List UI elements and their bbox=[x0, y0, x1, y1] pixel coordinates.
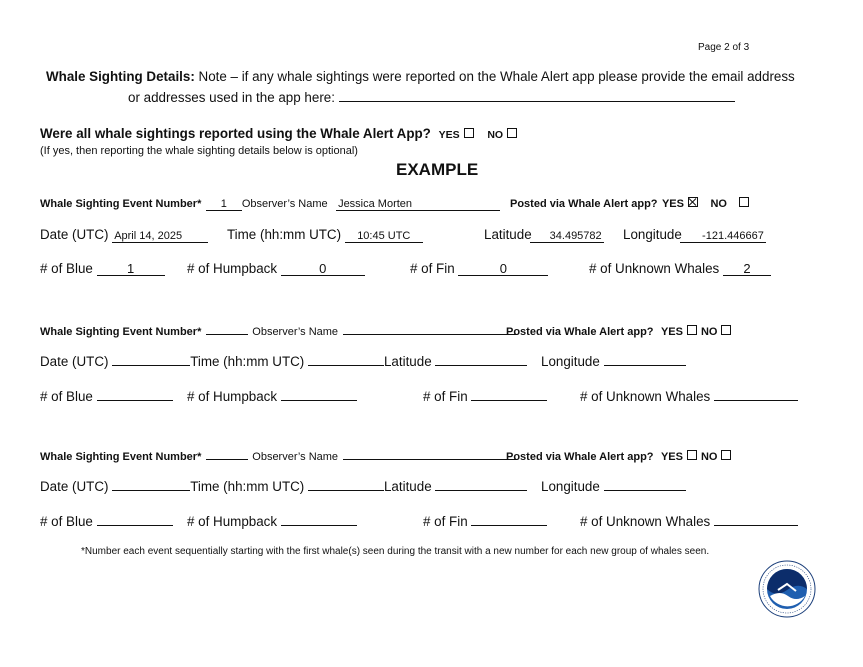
details-note-text-2: or addresses used in the app here: bbox=[128, 90, 339, 105]
event-number-label: Whale Sighting Event Number* bbox=[40, 198, 202, 210]
example-humpback-row bbox=[187, 261, 365, 276]
date-label: Date (UTC) bbox=[40, 479, 109, 494]
event3-longitude-field[interactable] bbox=[604, 490, 686, 491]
observer-name-label: Observer’s Name bbox=[241, 198, 328, 210]
humpback-label: # of Humpback bbox=[187, 261, 278, 276]
posted-yes-label: YES bbox=[660, 451, 683, 463]
question-yes-checkbox[interactable] bbox=[464, 128, 474, 138]
example-observer-name: Jessica Morten bbox=[336, 198, 500, 211]
blue-label: # of Blue bbox=[40, 389, 93, 404]
example-longitude-row bbox=[623, 227, 766, 243]
event2-event-row bbox=[40, 322, 517, 340]
example-latitude-row bbox=[484, 227, 604, 243]
question-no-checkbox[interactable] bbox=[507, 128, 517, 138]
event3-date-field[interactable] bbox=[112, 490, 190, 491]
event3-longitude-row bbox=[541, 479, 686, 494]
example-longitude: -121.446667 bbox=[680, 230, 766, 243]
event3-row-date-time bbox=[40, 479, 527, 494]
blue-label: # of Blue bbox=[40, 514, 93, 529]
details-note-line2 bbox=[128, 89, 735, 105]
event2-event-number-field[interactable] bbox=[206, 334, 248, 335]
event2-longitude-row bbox=[541, 354, 686, 369]
event3-posted-no-checkbox[interactable] bbox=[721, 450, 731, 460]
event2-blue-field[interactable] bbox=[97, 400, 173, 401]
event3-blue-row bbox=[40, 514, 173, 529]
latitude-label: Latitude bbox=[484, 227, 532, 242]
event3-blue-field[interactable] bbox=[97, 525, 173, 526]
example-date-row bbox=[40, 227, 208, 243]
event3-unknown-row bbox=[580, 514, 798, 529]
event2-longitude-field[interactable] bbox=[604, 365, 686, 366]
posted-no-label: NO bbox=[700, 451, 718, 463]
humpback-label: # of Humpback bbox=[187, 514, 278, 529]
all-reported-question bbox=[40, 126, 521, 141]
unknown-label: # of Unknown Whales bbox=[580, 514, 711, 529]
details-heading: Whale Sighting Details: bbox=[46, 69, 195, 84]
latitude-label: Latitude bbox=[383, 479, 432, 494]
event3-posted-yes-checkbox[interactable] bbox=[687, 450, 697, 460]
event2-latitude-field[interactable] bbox=[435, 365, 527, 366]
event3-latitude-field[interactable] bbox=[435, 490, 527, 491]
observer-name-label: Observer’s Name bbox=[252, 326, 339, 338]
unknown-label: # of Unknown Whales bbox=[580, 389, 711, 404]
event3-fin-row bbox=[423, 514, 547, 529]
event-number-label: Whale Sighting Event Number* bbox=[40, 451, 202, 463]
example-event-number: 1 bbox=[206, 198, 242, 211]
blue-label: # of Blue bbox=[40, 261, 93, 276]
event3-event-number-field[interactable] bbox=[206, 459, 248, 460]
example-humpback: 0 bbox=[281, 263, 365, 276]
event3-event-row bbox=[40, 447, 517, 465]
posted-label: Posted via Whale Alert app? bbox=[510, 198, 658, 210]
example-title: EXAMPLE bbox=[396, 160, 479, 179]
example-time: 10:45 UTC bbox=[345, 230, 423, 243]
example-unknown-row bbox=[589, 261, 771, 276]
event3-observer-name-field[interactable] bbox=[343, 459, 517, 460]
event2-humpback-field[interactable] bbox=[281, 400, 357, 401]
event3-humpback-row bbox=[187, 514, 357, 529]
time-label: Time (hh:mm UTC) bbox=[227, 227, 342, 242]
example-posted-row bbox=[510, 194, 753, 212]
date-label: Date (UTC) bbox=[40, 227, 109, 242]
fin-label: # of Fin bbox=[423, 514, 468, 529]
question-text: Were all whale sightings reported using the Whale Alert App? bbox=[40, 126, 431, 141]
event2-time-field[interactable] bbox=[308, 365, 384, 366]
example-blue: 1 bbox=[97, 263, 165, 276]
details-note-text: Note – if any whale sightings were reported on the Whale Alert app please provide the email address bbox=[194, 69, 795, 84]
event2-date-field[interactable] bbox=[112, 365, 190, 366]
fin-label: # of Fin bbox=[423, 389, 468, 404]
posted-yes-label: YES bbox=[661, 198, 684, 210]
event2-blue-row bbox=[40, 389, 173, 404]
posted-yes-label: YES bbox=[660, 326, 683, 338]
latitude-label: Latitude bbox=[383, 354, 432, 369]
posted-no-label: NO bbox=[700, 326, 718, 338]
time-label: Time (hh:mm UTC) bbox=[190, 479, 305, 494]
example-time-row bbox=[227, 227, 423, 243]
event2-fin-row bbox=[423, 389, 547, 404]
example-unknown: 2 bbox=[723, 263, 771, 276]
event2-posted-no-checkbox[interactable] bbox=[721, 325, 731, 335]
event2-observer-name-field[interactable] bbox=[343, 334, 517, 335]
humpback-label: # of Humpback bbox=[187, 389, 278, 404]
example-latitude: 34.495782 bbox=[530, 230, 604, 243]
longitude-label: Longitude bbox=[541, 479, 600, 494]
event3-unknown-field[interactable] bbox=[714, 525, 798, 526]
noaa-seal-icon bbox=[758, 560, 816, 618]
event-number-label: Whale Sighting Event Number* bbox=[40, 326, 202, 338]
example-fin-row bbox=[410, 261, 548, 276]
event2-humpback-row bbox=[187, 389, 357, 404]
page-number: Page 2 of 3 bbox=[698, 42, 750, 53]
observer-name-label: Observer’s Name bbox=[252, 451, 339, 463]
longitude-label: Longitude bbox=[541, 354, 600, 369]
footnote: *Number each event sequentially starting with the first whale(s) seen during the transit with a new number for each new group of whales seen. bbox=[81, 546, 710, 557]
event2-unknown-field[interactable] bbox=[714, 400, 798, 401]
fin-label: # of Fin bbox=[410, 261, 455, 276]
question-no-label: NO bbox=[487, 129, 504, 141]
event2-posted-yes-checkbox[interactable] bbox=[687, 325, 697, 335]
example-date: April 14, 2025 bbox=[112, 230, 208, 243]
question-yes-label: YES bbox=[438, 129, 460, 141]
longitude-label: Longitude bbox=[623, 227, 682, 242]
event2-posted-row bbox=[506, 322, 735, 340]
question-subtext: (If yes, then reporting the whale sighting details below is optional) bbox=[40, 145, 358, 157]
example-fin: 0 bbox=[458, 263, 548, 276]
event2-unknown-row bbox=[580, 389, 798, 404]
example-blue-row bbox=[40, 261, 165, 276]
event3-time-field[interactable] bbox=[308, 490, 384, 491]
posted-label: Posted via Whale Alert app? bbox=[506, 326, 654, 338]
event3-posted-row bbox=[506, 447, 735, 465]
posted-label: Posted via Whale Alert app? bbox=[506, 451, 654, 463]
event3-fin-field[interactable] bbox=[471, 525, 547, 526]
email-address-field[interactable] bbox=[339, 89, 735, 102]
event2-fin-field[interactable] bbox=[471, 400, 547, 401]
example-posted-yes-checkbox bbox=[688, 197, 698, 207]
unknown-label: # of Unknown Whales bbox=[589, 261, 720, 276]
example-event-row bbox=[40, 194, 500, 212]
time-label: Time (hh:mm UTC) bbox=[190, 354, 305, 369]
example-posted-no-checkbox bbox=[739, 197, 749, 207]
date-label: Date (UTC) bbox=[40, 354, 109, 369]
event2-row-date-time bbox=[40, 354, 527, 369]
event3-humpback-field[interactable] bbox=[281, 525, 357, 526]
details-note-line1 bbox=[46, 69, 795, 84]
posted-no-label: NO bbox=[710, 198, 727, 210]
